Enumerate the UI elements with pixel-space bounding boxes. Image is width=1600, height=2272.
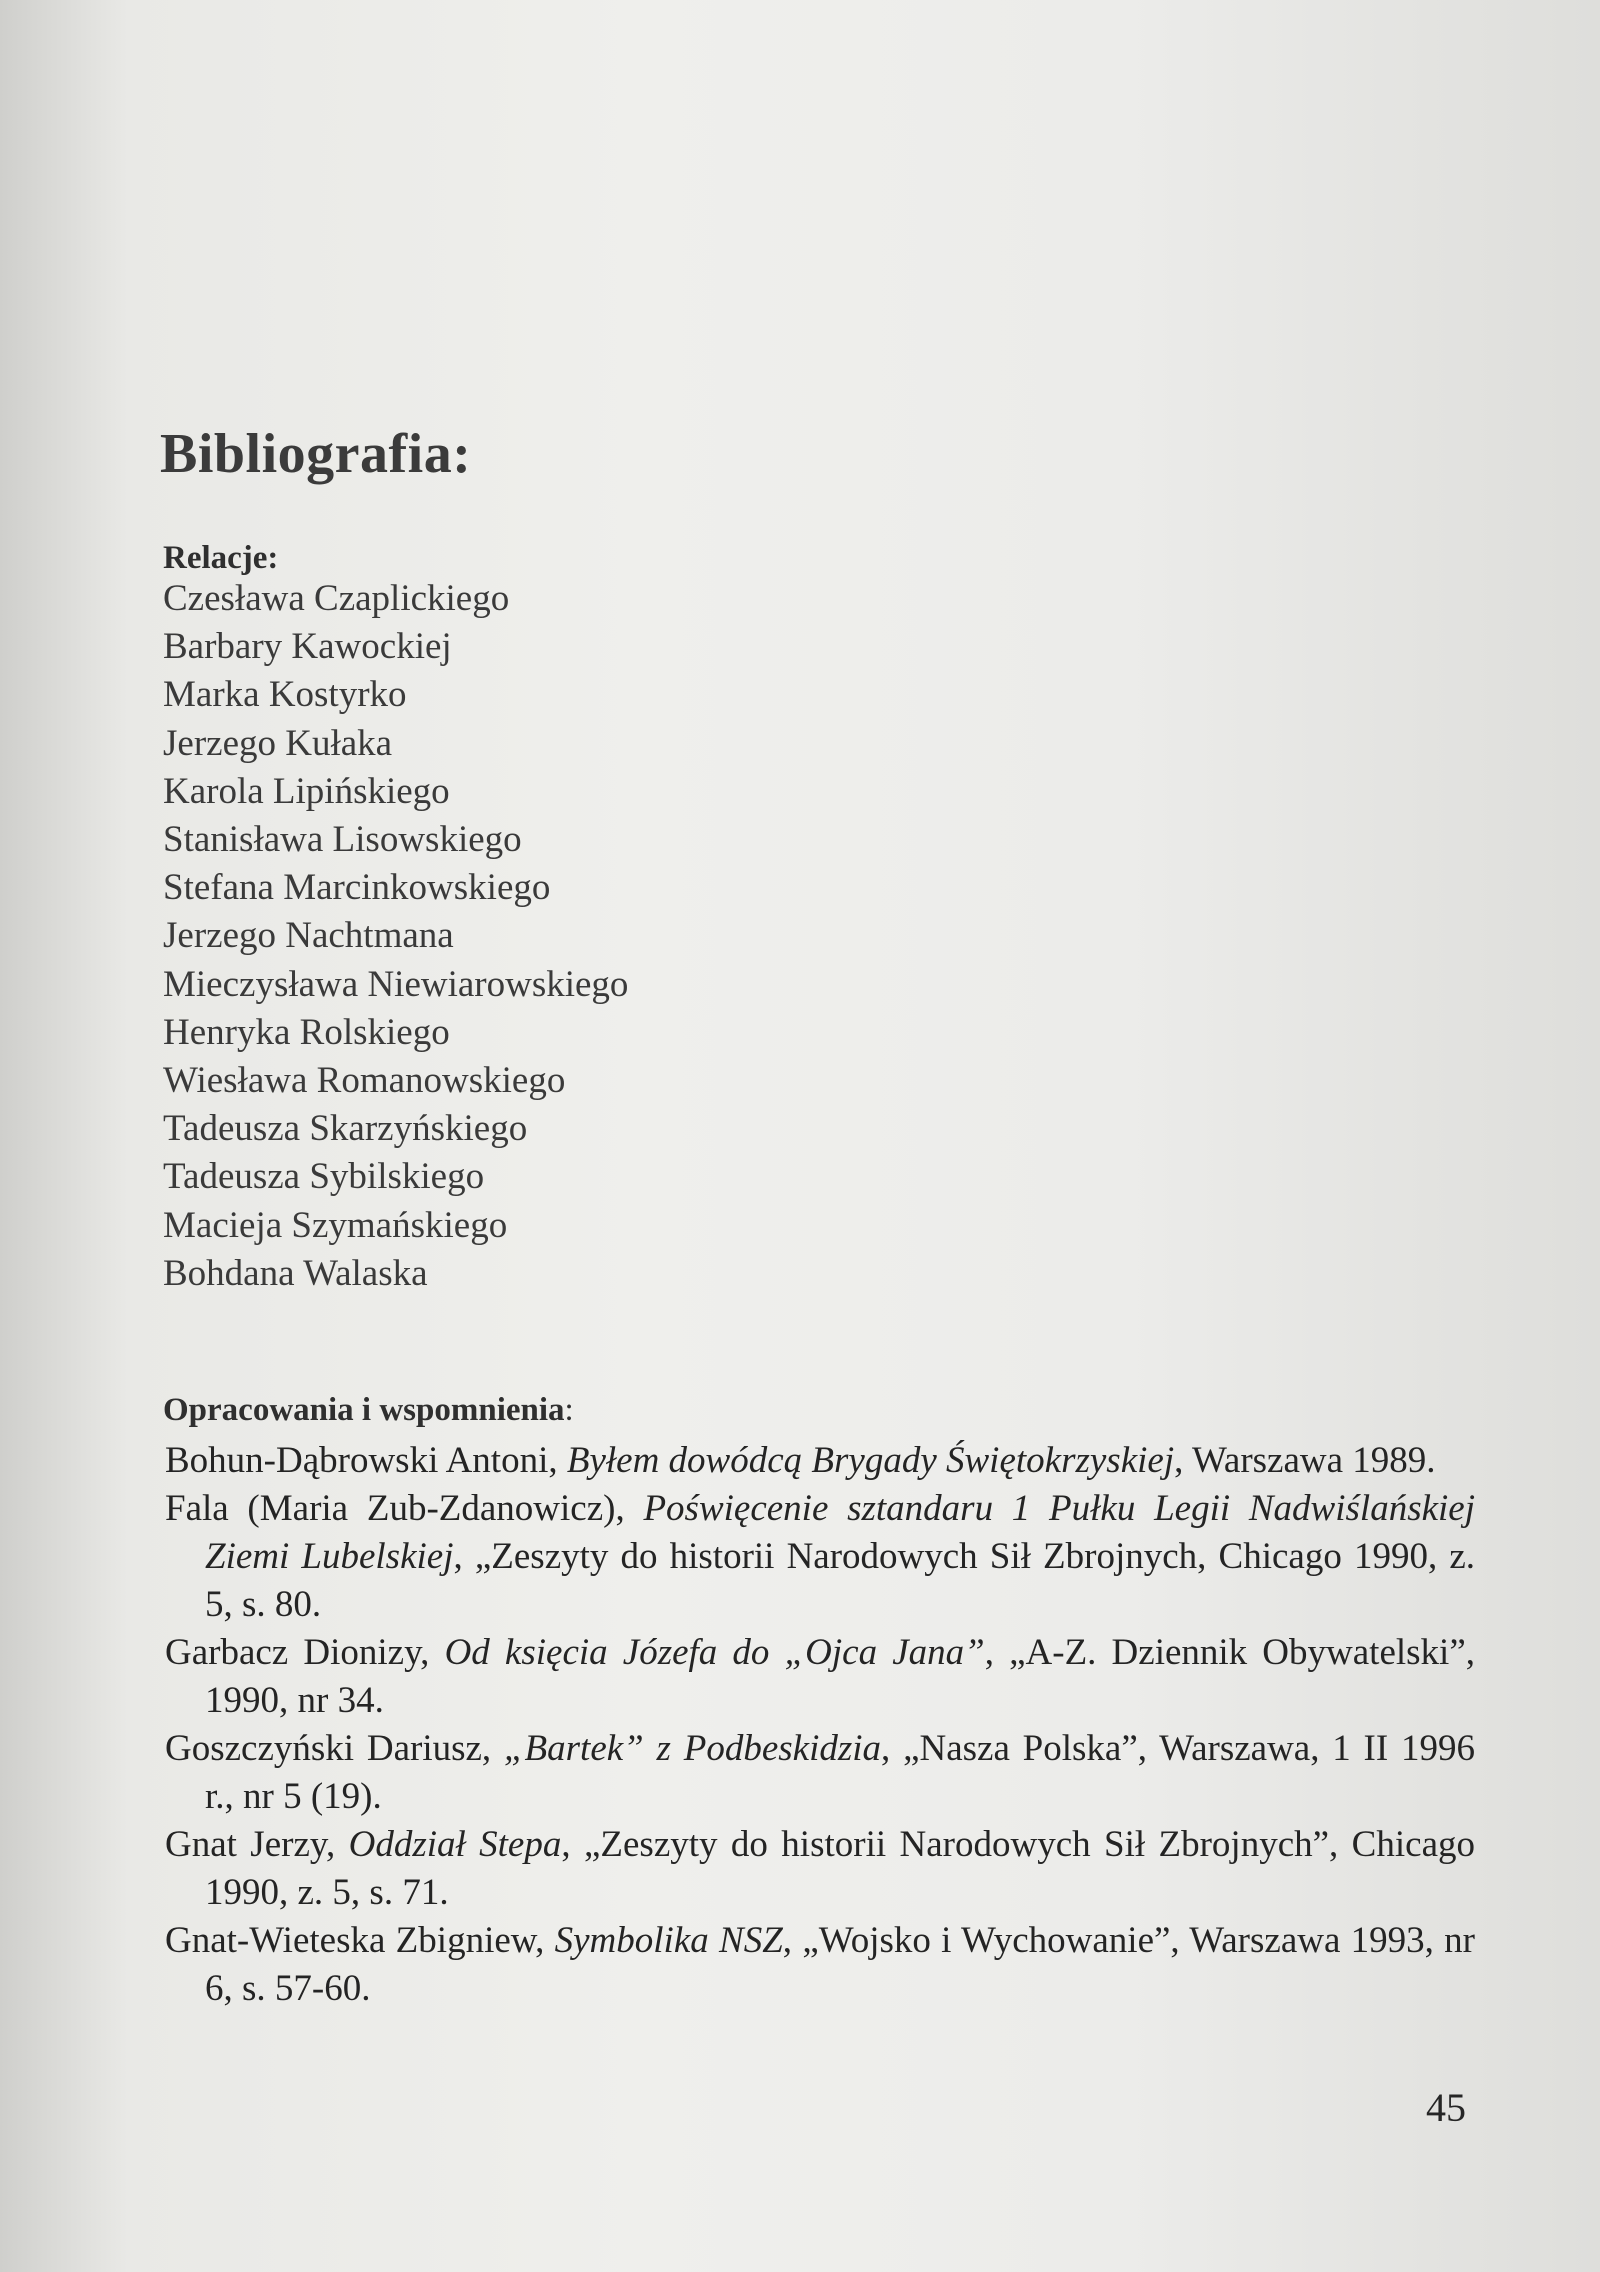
bibliography-entry bbox=[165, 1917, 1475, 2013]
entry-details: , Warszawa 1989. bbox=[1174, 1440, 1436, 1481]
bibliography-entry bbox=[165, 1821, 1475, 1917]
entry-title: „Bartek” z Podbeskidzia bbox=[503, 1728, 882, 1769]
relacje-name: Henryka Rolskiego bbox=[163, 1011, 450, 1053]
bibliography-entry bbox=[165, 1437, 1475, 1485]
bibliography-entry bbox=[165, 1485, 1475, 1629]
relacje-label: Relacje: bbox=[163, 540, 279, 576]
entry-details: , „Nasza Polska”, Warszawa, 1 II 1996 r., nr 5 (19). bbox=[205, 1728, 1475, 1817]
entry-details: , „Zeszyty do historii Narodowych Sił Zbrojnych, Chicago 1990, z. 5, s. 80. bbox=[205, 1536, 1475, 1625]
entry-title: Poświęcenie sztandaru 1 Pułku Legii Nadwiślańskiej Ziemi Lubelskiej bbox=[205, 1488, 1475, 1577]
page-heading: Bibliografia: bbox=[160, 423, 472, 485]
relacje-name: Wiesława Romanowskiego bbox=[163, 1060, 566, 1102]
bibliography-entry bbox=[165, 1629, 1475, 1725]
opracowania-label bbox=[163, 1392, 574, 1429]
opracowania-label-text: Opracowania i wspomnienia bbox=[163, 1392, 565, 1428]
entry-author: Gnat Jerzy, bbox=[165, 1824, 349, 1865]
entry-details: , „Zeszyty do historii Narodowych Sił Zbrojnych”, Chicago 1990, z. 5, s. 71. bbox=[205, 1824, 1475, 1913]
entry-title: Oddział Stepa bbox=[348, 1824, 562, 1865]
entry-title: Byłem dowódcą Brygady Świętokrzyskiej bbox=[566, 1440, 1175, 1481]
page-number: 45 bbox=[1426, 2085, 1466, 2130]
entry-details: , „A-Z. Dziennik Obywatelski”, 1990, nr 34. bbox=[205, 1632, 1476, 1721]
entry-author: Bohun-Dąbrowski Antoni, bbox=[165, 1440, 567, 1481]
relacje-name: Czesława Czaplickiego bbox=[163, 578, 510, 619]
relacje-name: Tadeusza Sybilskiego bbox=[163, 1156, 485, 1198]
entry-title: Od księcia Józefa do „Ojca Jana” bbox=[444, 1632, 985, 1673]
relacje-name: Jerzego Kułaka bbox=[163, 722, 393, 764]
relacje-name: Stefana Marcinkowskiego bbox=[163, 867, 551, 909]
relacje-name: Marka Kostyrko bbox=[163, 674, 407, 716]
relacje-name: Tadeusza Skarzyńskiego bbox=[163, 1108, 528, 1150]
relacje-name: Jerzego Nachtmana bbox=[163, 915, 454, 957]
relacje-name: Mieczysława Niewiarowskiego bbox=[163, 963, 629, 1005]
entry-author: Gnat-Wieteska Zbigniew, bbox=[165, 1920, 555, 1961]
entry-author: Garbacz Dionizy, bbox=[165, 1632, 445, 1673]
relacje-list bbox=[163, 575, 628, 1298]
bibliography-list bbox=[165, 1437, 1475, 2013]
relacje-name: Macieja Szymańskiego bbox=[163, 1204, 508, 1246]
bibliography-entry bbox=[165, 1725, 1475, 1821]
relacje-name: Stanisława Lisowskiego bbox=[163, 819, 522, 861]
entry-author: Goszczyński Dariusz, bbox=[165, 1728, 504, 1769]
relacje-name: Karola Lipińskiego bbox=[163, 770, 450, 812]
relacje-name: Bohdana Walaska bbox=[163, 1252, 428, 1294]
opracowania-label-colon: : bbox=[564, 1392, 574, 1428]
entry-details: , „Wojsko i Wychowanie”, Warszawa 1993, nr 6, s. 57-60. bbox=[205, 1920, 1476, 2009]
entry-title: Symbolika NSZ bbox=[554, 1920, 783, 1961]
relacje-name: Barbary Kawockiej bbox=[163, 626, 452, 668]
entry-author: Fala (Maria Zub-Zdanowicz), bbox=[165, 1488, 644, 1529]
